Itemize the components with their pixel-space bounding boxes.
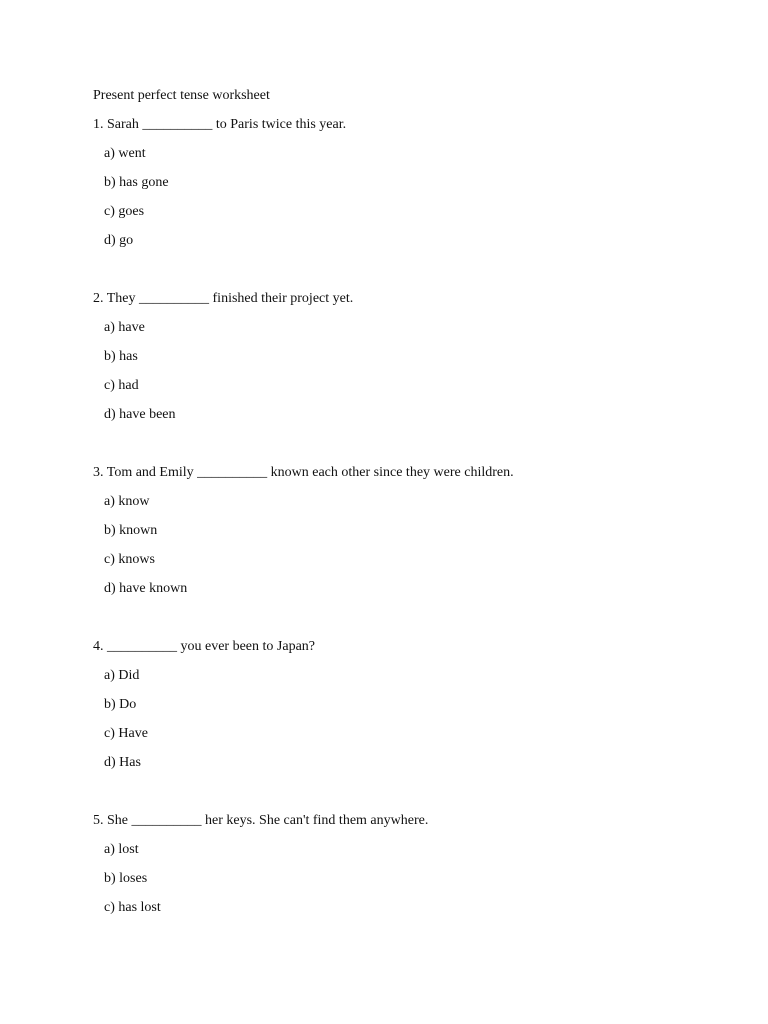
answer-option: d) have been (104, 407, 176, 422)
question-3 (93, 463, 733, 608)
question-text: 4. __________ you ever been to Japan? (93, 639, 315, 654)
answer-option: c) had (104, 378, 139, 393)
answer-option: d) have known (104, 581, 188, 596)
answer-option: a) went (104, 146, 146, 161)
answer-option: b) Do (104, 697, 137, 712)
question-2 (93, 289, 733, 434)
answer-option: b) has gone (104, 175, 169, 190)
question-5 (93, 811, 733, 927)
answer-option: d) go (104, 233, 134, 248)
question-text: 1. Sarah __________ to Paris twice this year. (93, 117, 347, 132)
answer-option: a) know (104, 494, 150, 509)
question-1 (93, 115, 733, 260)
answer-option: b) has (104, 349, 138, 364)
question-text: 3. Tom and Emily __________ known each other since they were children. (93, 465, 514, 480)
answer-option: d) Has (104, 755, 141, 770)
question-4 (93, 637, 733, 782)
answer-option: c) knows (104, 552, 155, 567)
answer-option: b) known (104, 523, 158, 538)
answer-option: a) have (104, 320, 145, 335)
worksheet-page (93, 86, 733, 956)
question-text: 5. She __________ her keys. She can't find them anywhere. (93, 813, 429, 828)
answer-option: c) Have (104, 726, 148, 741)
answer-option: a) Did (104, 668, 140, 683)
answer-option: c) has lost (104, 900, 161, 915)
worksheet-title: Present perfect tense worksheet (93, 88, 270, 103)
answer-option: c) goes (104, 204, 145, 219)
answer-option: b) loses (104, 871, 148, 886)
question-text: 2. They __________ finished their project yet. (93, 291, 354, 306)
answer-option: a) lost (104, 842, 139, 857)
